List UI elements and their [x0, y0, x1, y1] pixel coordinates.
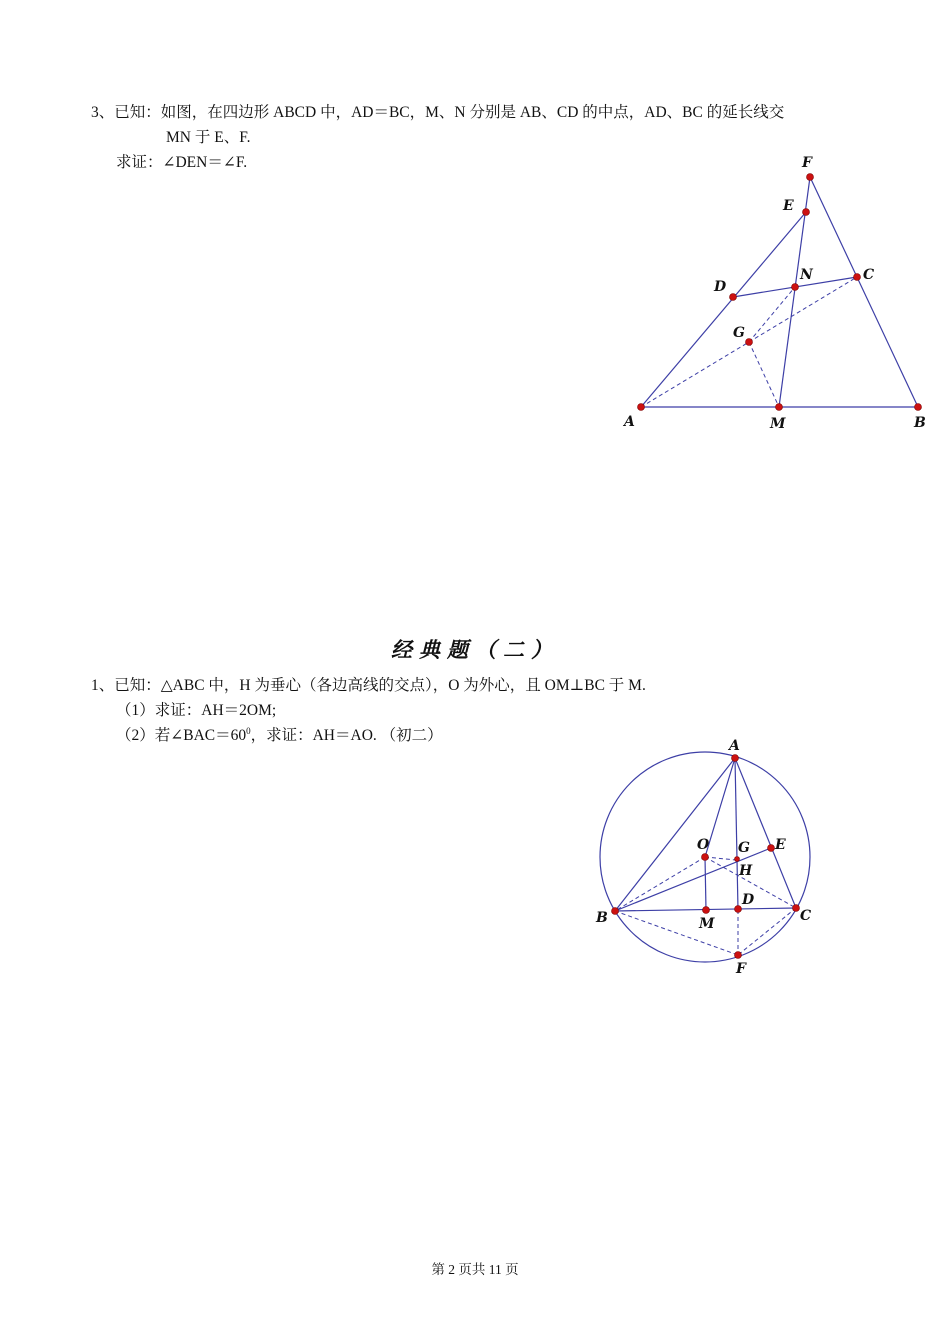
problem3-statement-line1: 3、已知：如图，在四边形 ABCD 中，AD＝BC，M、N 分别是 AB、CD 的中点，AD、BC 的延长线交 — [91, 104, 785, 121]
point-C — [854, 274, 861, 281]
label2-M: M — [699, 916, 715, 932]
degree-superscript: 0 — [246, 725, 251, 736]
point-F — [807, 174, 814, 181]
problem1-part2 — [116, 726, 443, 746]
point-N — [792, 284, 799, 291]
label2-G: G — [738, 840, 750, 856]
label2-H: H — [739, 863, 753, 879]
label-C: C — [863, 267, 875, 283]
label-N: N — [800, 267, 813, 283]
point2-M — [703, 907, 710, 914]
problem1-part2-text-rest: ，求证：AH＝AO. （初二） — [250, 727, 443, 744]
figure-quadrilateral — [622, 155, 926, 432]
point2-E — [768, 845, 775, 852]
problem3-to-prove: 求证：∠DEN＝∠F. — [116, 154, 248, 171]
section-title: 经典题（二） — [391, 637, 559, 662]
point2-D — [735, 906, 742, 913]
label2-D: D — [742, 892, 755, 908]
label-B: B — [914, 415, 926, 431]
point2-C — [793, 905, 800, 912]
label2-A: A — [729, 738, 740, 754]
label-E: E — [783, 198, 794, 214]
problem3-statement-line2: MN 于 E、F. — [166, 129, 251, 146]
page-footer: 第 2 页共 11 页 — [431, 1262, 519, 1277]
point-B — [915, 404, 922, 411]
label2-C: C — [800, 908, 812, 924]
problem1-part1: （1）求证：AH＝2OM; — [116, 702, 277, 719]
point-E — [803, 209, 810, 216]
point2-B — [612, 908, 619, 915]
label2-F: F — [736, 961, 746, 977]
problem1-statement-line1: 1、已知：△ABC 中，H 为垂心（各边高线的交点），O 为外心，且 OM⊥BC 于 M. — [91, 677, 646, 694]
point2-F — [735, 952, 742, 959]
point-A — [638, 404, 645, 411]
label-A: A — [624, 414, 635, 430]
label-F: F — [802, 155, 812, 171]
label-M: M — [770, 416, 786, 432]
point2-A — [732, 755, 739, 762]
point-M — [776, 404, 783, 411]
label-D: D — [714, 279, 727, 295]
point2-G — [735, 857, 740, 862]
point-D — [730, 294, 737, 301]
label2-E: E — [775, 837, 786, 853]
figure-circumcircle — [595, 738, 811, 977]
point-G — [746, 339, 753, 346]
point2-O — [702, 854, 709, 861]
label2-O: O — [697, 837, 710, 853]
label-G: G — [733, 325, 745, 341]
problem1-part2-text: （2）若∠BAC＝60 — [116, 727, 247, 744]
label2-B: B — [596, 910, 608, 926]
